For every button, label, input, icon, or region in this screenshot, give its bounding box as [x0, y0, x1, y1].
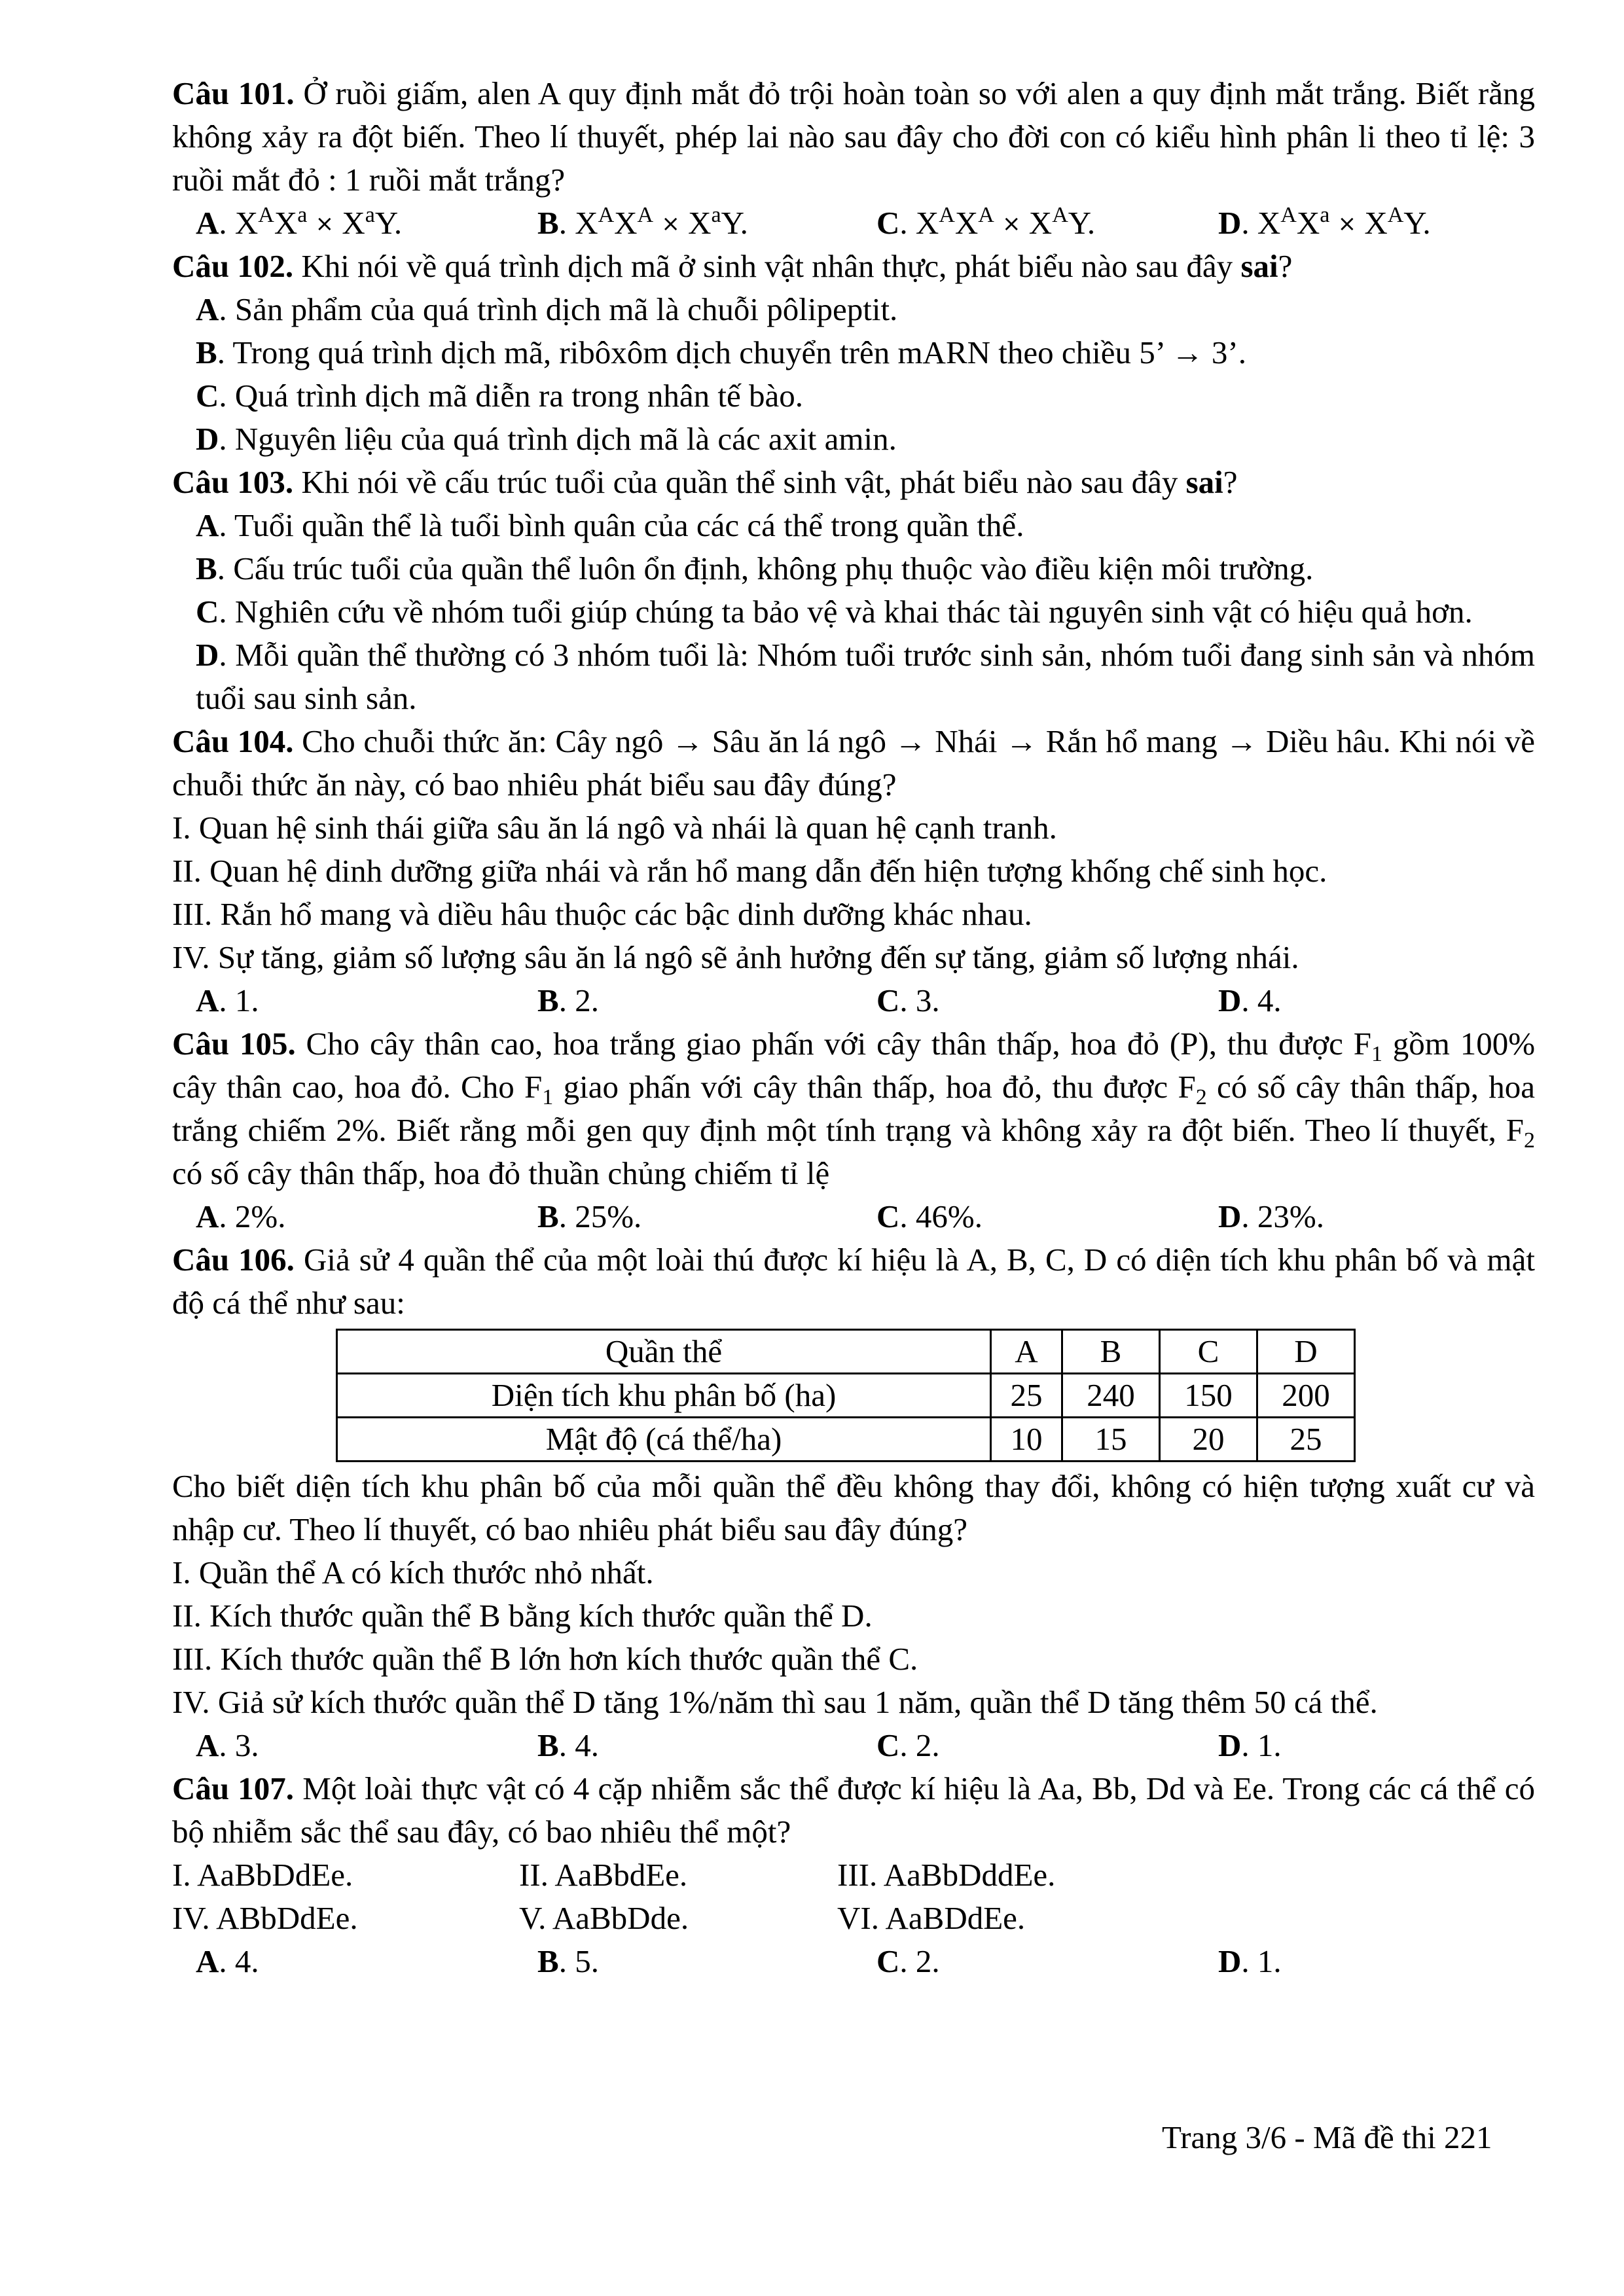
- question-label: Câu 101.: [172, 75, 295, 111]
- emphasis-word: sai: [1185, 464, 1223, 500]
- question-text: Ở ruồi giấm, alen A quy định mắt đỏ trội hoàn toàn so với alen a quy định mắt trắng. Biết rằng không xảy ra đột biến. Theo lí thuyết, phép lai nào sau đây cho đời con có kiểu hình phân li theo tỉ lệ: 3 ruồi mắt đỏ : 1 ruồi mắt trắng?: [172, 75, 1535, 198]
- option-b: B. 2.: [537, 982, 599, 1018]
- table-row: Mật độ (cá thể/ha) 10 15 20 25: [337, 1418, 1355, 1462]
- question-label: Câu 103.: [172, 464, 294, 500]
- option-d: D. Mỗi quần thể thường có 3 nhóm tuổi là: Nhóm tuổi trước sinh sản, nhóm tuổi đang sinh sản và nhóm tuổi sau sinh sản.: [196, 637, 1535, 716]
- option-d: D. $X^AX^a \times X^AY$.: [1218, 203, 1431, 241]
- option-b: B. Cấu trúc tuổi của quần thể luôn ổn định, không phụ thuộc vào điều kiện môi trường.: [196, 550, 1314, 586]
- question-label: Câu 106.: [172, 1242, 295, 1278]
- table-row: Diện tích khu phân bố (ha) 25 240 150 200: [337, 1374, 1355, 1418]
- option-d: D. Nguyên liệu của quá trình dịch mã là các axit amin.: [196, 421, 897, 457]
- option-a: A. Tuổi quần thể là tuổi bình quân của các cá thể trong quần thể.: [196, 507, 1024, 543]
- question-text: Khi nói về quá trình dịch mã ở sinh vật nhân thực, phát biểu nào sau đây: [293, 248, 1241, 284]
- question-106: [172, 1238, 1535, 1325]
- question-106-context: Cho biết diện tích khu phân bố của mỗi quần thể đều không thay đổi, không có hiện tượng xuất cư và nhập cư. Theo lí thuyết, có bao nhiêu phát biểu sau đây đúng?: [172, 1468, 1535, 1547]
- option-d: D. 1.: [1218, 1943, 1282, 1979]
- statement-1: I. Quần thể A có kích thước nhỏ nhất.: [172, 1554, 654, 1590]
- option-a: A. 4.: [196, 1943, 259, 1979]
- option-c: C. 2.: [876, 1943, 940, 1979]
- question-107: [172, 1767, 1535, 1854]
- option-a: A. 2%.: [196, 1198, 286, 1234]
- question-label: Câu 104.: [172, 723, 294, 759]
- genotype-item: IV. ABbDdEe.: [172, 1900, 358, 1936]
- genotype-row: [172, 1854, 1535, 1897]
- question-105: Câu 105. Cho cây thân cao, hoa trắng giao phấn với cây thân thấp, hoa đỏ (P), thu được $F_1$ gồm 100% cây thân cao, hoa đỏ. Cho $F_1$ giao phấn với cây thân thấp, hoa đỏ, thu được $F_2$ có số cây thân thấp, hoa trắng chiếm 2%. Biết rằng mỗi gen quy định một tính trạng và không xảy ra đột biến. Theo lí thuyết, $F_2$ có số cây thân thấp, hoa đỏ thuần chủng chiếm tỉ lệ: [172, 1026, 1536, 1191]
- option-c: C. 46%.: [876, 1198, 983, 1234]
- population-table: [336, 1329, 1356, 1462]
- option-a: A. $X^AX^a \times X^aY$.: [196, 203, 403, 241]
- option-b: B. 25%.: [537, 1198, 642, 1234]
- option-c: C. 3.: [876, 982, 940, 1018]
- page-footer: Trang 3/6 - Mã đề thi 221: [1162, 2119, 1492, 2155]
- question-text: Cho chuỗi thức ăn: Cây ngô → Sâu ăn lá ngô → Nhái → Rắn hổ mang → Diều hâu. Khi nói về chuỗi thức ăn này, có bao nhiêu phát biểu sau đây đúng?: [172, 723, 1535, 802]
- option-b: B. Trong quá trình dịch mã, ribôxôm dịch chuyển trên mARN theo chiều 5’ → 3’.: [196, 334, 1246, 370]
- option-c: C. Nghiên cứu về nhóm tuổi giúp chúng ta bảo vệ và khai thác tài nguyên sinh vật có hiệu quả hơn.: [196, 594, 1473, 630]
- statement-2: II. Quan hệ dinh dưỡng giữa nhái và rắn hổ mang dẫn đến hiện tượng khống chế sinh học.: [172, 853, 1327, 889]
- genotype-item: III. AaBbDddEe.: [837, 1857, 1056, 1893]
- question-105-options: [172, 1195, 1535, 1238]
- statement-2: II. Kích thước quần thể B bằng kích thước quần thể D.: [172, 1598, 873, 1634]
- emphasis-word: sai: [1240, 248, 1278, 284]
- question-label: Câu 107.: [172, 1770, 295, 1806]
- question-101-options: [172, 202, 1535, 245]
- question-102: Câu 102. Khi nói về quá trình dịch mã ở sinh vật nhân thực, phát biểu nào sau đây sai?: [172, 248, 1293, 284]
- statement-1: I. Quan hệ sinh thái giữa sâu ăn lá ngô và nhái là quan hệ cạnh tranh.: [172, 810, 1057, 846]
- option-a: A. 1.: [196, 982, 259, 1018]
- option-c: C. 2.: [876, 1727, 940, 1763]
- option-d: D. 1.: [1218, 1727, 1282, 1763]
- question-label: Câu 102.: [172, 248, 294, 284]
- option-d: D. 23%.: [1218, 1198, 1324, 1234]
- table-row: Quần thể A B C D: [337, 1330, 1355, 1374]
- question-104-options: [172, 979, 1535, 1022]
- statement-4: IV. Sự tăng, giảm số lượng sâu ăn lá ngô sẽ ảnh hưởng đến sự tăng, giảm số lượng nhái.: [172, 939, 1299, 975]
- option-b: B. 5.: [537, 1943, 599, 1979]
- genotype-item: I. AaBbDdEe.: [172, 1857, 353, 1893]
- question-text: Khi nói về cấu trúc tuổi của quần thể sinh vật, phát biểu nào sau đây: [293, 464, 1186, 500]
- option-c: C. $X^AX^A \times X^AY$.: [876, 203, 1096, 241]
- option-b: B. 4.: [537, 1727, 599, 1763]
- question-103: Câu 103. Khi nói về cấu trúc tuổi của quần thể sinh vật, phát biểu nào sau đây sai?: [172, 464, 1238, 500]
- question-text: Một loài thực vật có 4 cặp nhiễm sắc thể được kí hiệu là Aa, Bb, Dd và Ee. Trong các cá thể có bộ nhiễm sắc thể sau đây, có bao nhiêu thể một?: [172, 1770, 1535, 1850]
- genotype-row: [172, 1897, 1535, 1940]
- question-107-options: [172, 1940, 1535, 1983]
- option-a: A. 3.: [196, 1727, 259, 1763]
- question-101: [172, 72, 1535, 202]
- question-104: [172, 720, 1535, 806]
- statement-3: III. Kích thước quần thể B lớn hơn kích thước quần thể C.: [172, 1641, 918, 1677]
- genotype-item: V. AaBbDde.: [519, 1900, 689, 1936]
- question-label: Câu 105.: [172, 1026, 296, 1062]
- genotype-item: VI. AaBDdEe.: [837, 1900, 1026, 1936]
- exam-page: [172, 72, 1535, 1983]
- question-text: Giả sử 4 quần thể của một loài thú được kí hiệu là A, B, C, D có diện tích khu phân bố và mật độ cá thể như sau:: [172, 1242, 1536, 1321]
- statement-4: IV. Giả sử kích thước quần thể D tăng 1%/năm thì sau 1 năm, quần thể D tăng thêm 50 cá thể.: [172, 1684, 1378, 1720]
- statement-3: III. Rắn hổ mang và diều hâu thuộc các bậc dinh dưỡng khác nhau.: [172, 896, 1032, 932]
- question-106-options: [172, 1724, 1535, 1767]
- genotype-item: II. AaBbdEe.: [519, 1857, 688, 1893]
- option-b: B. $X^AX^A \times X^aY$.: [537, 203, 748, 241]
- option-a: A. Sản phẩm của quá trình dịch mã là chuỗi pôlipeptit.: [196, 291, 898, 327]
- option-d: D. 4.: [1218, 982, 1282, 1018]
- option-c: C. Quá trình dịch mã diễn ra trong nhân tế bào.: [196, 378, 804, 414]
